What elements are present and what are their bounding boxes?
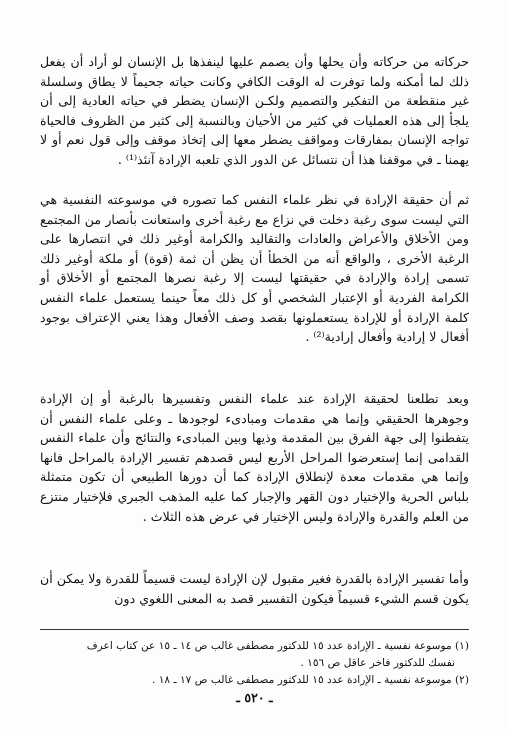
footnote-divider xyxy=(40,629,469,630)
body-paragraph-1: حركاته من حركاته وأن يحلها وأن يصمم عليها لينفذها بل الإنسان لو أراد أن يفعل ذلك لما أمكنه ولما توفرت له الوقت الكافي وكانت حياته جحيماً لا يطاق وسلسلة غير منقطعة من التفكير والتصميم ولكـن الإنسان يضطر في حياته العادية إلى أن يلجأ إلى هذه العمليات في كثير من الأحيان وبالنسبة إلى كثير من الظروف فالحياة تواجه الإنسان بمفارقات ومواقف يضطر معها إلى إتخاذ موقف وإلى قول نعم أو لا يهمنا ـ في موقفنا هذا أن نتسائل عن الدور الذي تلعبه الإرادة آنئذ⁽¹⁾ . xyxy=(40,54,469,167)
body-paragraph-2: ثم أن حقيقة الإرادة في نظر علماء النفس كما تصوره في موسوعته النفسية هي التي ليست سوى رغبة دخلت في نزاع مع رغبة أخرى واستعانت بأنصار من المجتمع ومن الأخلاق والأعراض والعادات والتقاليد والكرامة أوغير ذلك في انتصارها على الرغبة الأخرى ، والواقع أنه من الخطأ أن يظن أن ثمة (قوة) أو ملكة أوغير ذلك تسمى إرادة والإرادة في حقيقتها ليست إلا رغبة نصرها المجتمع أو الأخلاق أو الكرامة الفردية أو الإعتبار الشخصي أو كل ذلك معاً حينما يستعمل علماء النفس كلمة الإرادة أو للإرادة يستعملونها بقصد وصف الأفعال وهذا يعني الإعتراف بوجود أفعال لا إرادية وأفعال إرادية⁽²⁾ . xyxy=(40,192,469,345)
body-paragraph-4: وأما تفسير الإرادة بالقدرة فغير مقبول لإن الإرادة ليست قسيماً للقدرة ولا يمكن أن يكون قسم الشيء قسيماً فيكون التفسير قصد به المعنى اللغوي دون xyxy=(40,571,469,606)
footnotes xyxy=(40,638,469,690)
footnote-1: (١) موسوعة نفسية ـ الإرادة عدد ١٥ للدكتور مصطفى غالب ص ١٤ ـ ١٥ عن كتاب اعرف xyxy=(86,640,469,652)
page-number: ـ ٥٢٠ ـ xyxy=(236,690,273,705)
footnote-2: (٢) موسوعة نفسية ـ الإرادة عدد ١٥ للدكتور مصطفى غالب ص ١٧ ـ ١٨ . xyxy=(151,674,469,687)
body-paragraph-3: وبعد تطلعنا لحقيقة الإرادة عند علماء النفس وتفسيرها بالرغبة أو إن الإرادة وجوهرها الحقيقي وإنما هي مقدمات ومبادىء لوجودها ـ وعلى علماء النفس أن يتفطنوا إلى جهة الفرق بين المقدمة وذيها وبين المبادىء والنتائج وأن علماء النفس القدامى إنما إستعرضوا المراحل الأربع ليس قصدهم تفسير الإرادة بالمراحل فانها وإنما هي مقدمات معدة لإنطلاق الإرادة كما أن دورها الطبيعي أن تكون متمثلة بلباس الحرية والإختيار دون القهر والإجبار كما عليه المذهب الجبري فلإختيار منتزع من العلم والقدرة والإرادة وليس الإختيار في عرض هذه الثلاث . xyxy=(40,391,469,524)
footnote-1-continuation: نفسك للدكتور فاخر عاقل ص ١٥٦ . xyxy=(300,657,455,670)
